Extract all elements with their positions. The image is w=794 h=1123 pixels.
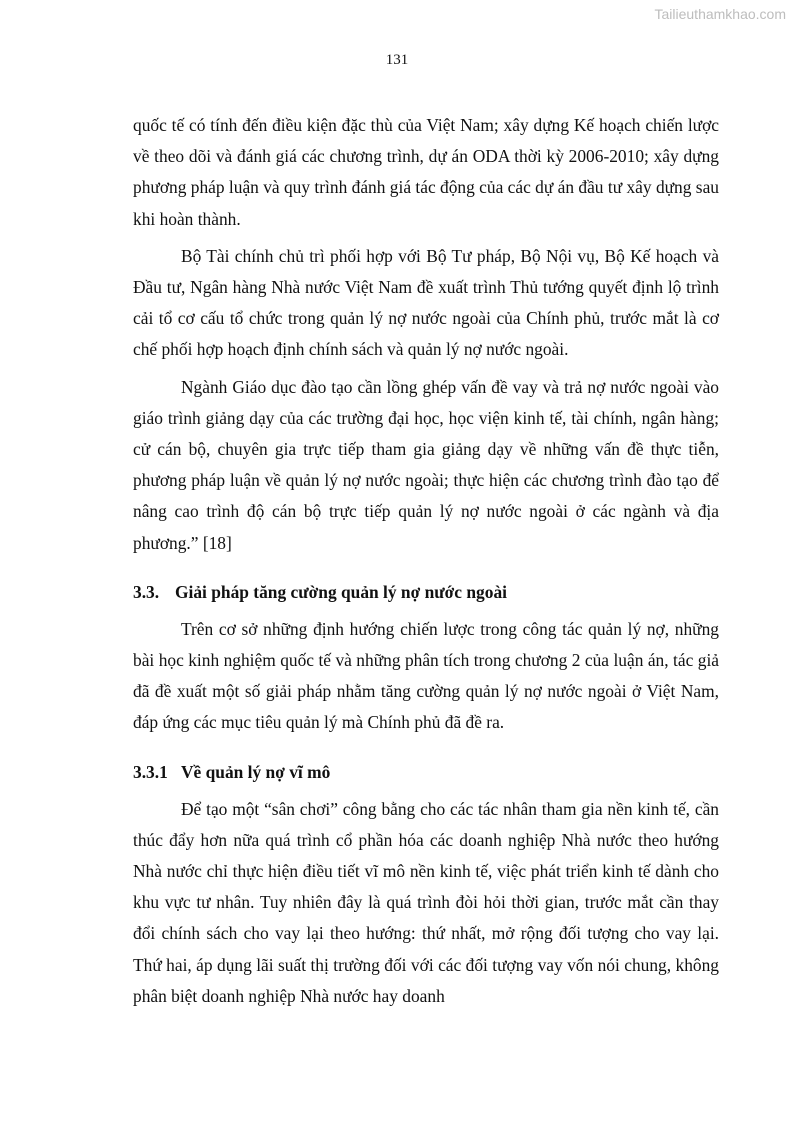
section-number: 3.3. <box>133 581 160 602</box>
subsection-title: Về quản lý nợ vĩ mô <box>181 761 331 782</box>
paragraph-macro-management: Để tạo một “sân chơi” công bằng cho các tác nhân tham gia nền kinh tế, cần thúc đẩy hơn nữa quá trình cổ phần hóa các doanh nghiệp Nhà nước theo hướng Nhà nước chỉ thực hiện điều tiết vĩ mô nền kinh tế, việc phát triển kinh tế dành cho khu vực tư nhân. Tuy nhiên đây là quá trình đòi hỏi thời gian, trước mắt cần thay đổi chính sách cho vay lại theo hướng: thứ nhất, mở rộng đối tượng cho vay lại. Thứ hai, áp dụng lãi suất thị trường đối với các đối tượng vay vốn nói chung, không phân biệt doanh nghiệp Nhà nước hay doanh <box>133 798 719 1006</box>
subsection-heading-3-3-1 <box>133 757 719 788</box>
section-title: Giải pháp tăng cường quản lý nợ nước ngoài <box>175 581 507 602</box>
section-heading-3-3 <box>133 577 719 608</box>
watermark: Tailieuthamkhao.com <box>654 6 786 22</box>
page-body <box>133 110 719 1012</box>
subsection-number: 3.3.1 <box>133 761 168 782</box>
paragraph-section-intro: Trên cơ sở những định hướng chiến lược trong công tác quản lý nợ, những bài học kinh nghiệm quốc tế và những phân tích trong chương 2 của luận án, tác giả đã đề xuất một số giải pháp nhằm tăng cường quản lý nợ nước ngoài ở Việt Nam, đáp ứng các mục tiêu quản lý mà Chính phủ đã đề ra. <box>133 618 719 733</box>
page-number: 131 <box>385 52 409 68</box>
paragraph-education-sector: Ngành Giáo dục đào tạo cần lồng ghép vấn đề vay và trả nợ nước ngoài vào giáo trình giảng dạy của các trường đại học, học viện kinh tế, tài chính, ngân hàng; cử cán bộ, chuyên gia trực tiếp tham gia giảng dạy về những vấn đề thực tiễn, phương pháp luận về quản lý nợ nước ngoài; thực hiện các chương trình đào tạo để nâng cao trình độ cán bộ trực tiếp quản lý nợ nước ngoài ở các ngành và địa phương.” [18] <box>133 376 719 553</box>
paragraph-ministry-finance: Bộ Tài chính chủ trì phối hợp với Bộ Tư pháp, Bộ Nội vụ, Bộ Kế hoạch và Đầu tư, Ngân hàng Nhà nước Việt Nam đề xuất trình Thủ tướng quyết định lộ trình cải tổ cơ cấu tổ chức trong quản lý nợ nước ngoài của Chính phủ, trước mắt là cơ chế phối hợp hoạch định chính sách và quản lý nợ nước ngoài. <box>133 245 719 360</box>
paragraph-continuation: quốc tế có tính đến điều kiện đặc thù của Việt Nam; xây dựng Kế hoạch chiến lược về theo dõi và đánh giá các chương trình, dự án ODA thời kỳ 2006-2010; xây dựng phương pháp luận và quy trình đánh giá tác động của các dự án đầu tư xây dựng sau khi hoàn thành. <box>133 115 719 229</box>
